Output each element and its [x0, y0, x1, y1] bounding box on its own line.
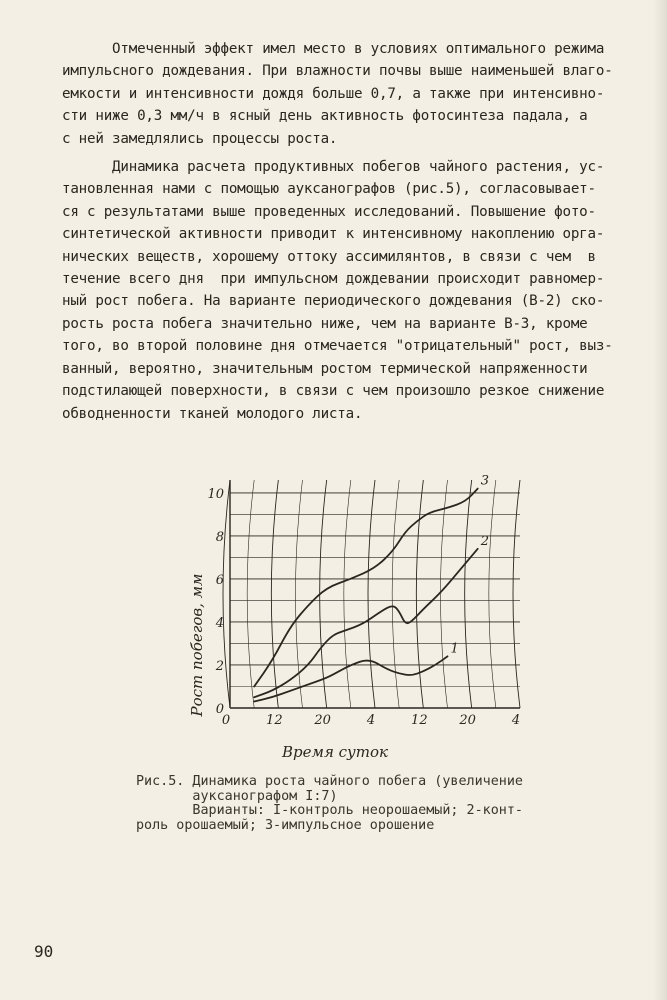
- text-line: емкости и интенсивности дождя больше 0,7, а также при интенсивно-: [62, 85, 605, 102]
- x-tick-label: 12: [411, 713, 428, 728]
- y-tick-label: 6: [215, 572, 224, 588]
- series-label-3: 3: [480, 475, 489, 489]
- caption-line: ауксанографом I:7): [136, 788, 338, 804]
- text-line: ся с результатами выше проведенных исследований. Повышение фото-: [62, 203, 596, 220]
- y-tick-label: 0: [215, 702, 224, 717]
- grid-line-vertical: [223, 480, 230, 708]
- caption-line: роль орошаемый; 3-импульсное орошение: [136, 817, 435, 833]
- text-line: рость роста побега значительно ниже, чем на варианте В-3, кроме: [62, 315, 588, 332]
- chart-series: [254, 489, 478, 702]
- text-line: с ней замедлялись процессы роста.: [62, 130, 338, 147]
- text-line: нических веществ, хорошему оттоку ассимилянтов, в связи с чем в: [62, 248, 596, 265]
- text-line: подстилающей поверхности, в связи с чем произошло резкое снижение: [62, 383, 605, 400]
- chart-grid: [223, 480, 520, 708]
- chart-canvas: [180, 475, 540, 765]
- text-line: синтетической активности приводит к интенсивному накоплению орга-: [62, 226, 605, 243]
- text-line: импульсного дождевания. При влажности почвы выше наименьшей влаго-: [62, 63, 613, 80]
- text-line: ный рост побега. На варианте периодического дождевания (В-2) ско-: [62, 293, 605, 310]
- text-line: того, во второй половине дня отмечается "отрицательный" рост, выз-: [62, 338, 613, 355]
- page-number: 90: [34, 942, 54, 961]
- text-line: течение всего дня при импульсном дождевании происходит равномер-: [62, 271, 605, 288]
- y-tick-label: 10: [207, 486, 224, 502]
- paragraph-2: [62, 156, 652, 425]
- x-tick-label: 20: [314, 713, 331, 728]
- text-line: тановленная нами с помощью ауксанографов (рис.5), согласовывает-: [62, 181, 596, 198]
- series-label-1: 1: [450, 641, 459, 657]
- figure-caption: [136, 775, 606, 833]
- x-tick-label: 4: [511, 713, 521, 728]
- x-tick-label: 12: [266, 713, 283, 728]
- page-edge-shadow: [653, 0, 667, 1000]
- text-line: Отмеченный эффект имел место в условиях оптимального режима: [62, 41, 605, 57]
- x-tick-label: 20: [459, 713, 476, 728]
- x-tick-label: 0: [221, 713, 231, 728]
- y-tick-label: 8: [215, 529, 224, 545]
- text-line: сти ниже 0,3 мм/ч в ясный день активность фотосинтеза падала, а: [62, 108, 588, 125]
- series-label-2: 2: [480, 533, 489, 549]
- body-text: [62, 38, 652, 431]
- x-tick-label: 4: [366, 713, 376, 728]
- y-tick-label: 4: [215, 615, 224, 631]
- caption-line: Варианты: I-контроль неорошаемый; 2-конт-: [136, 803, 523, 819]
- chart-labels: [188, 475, 520, 761]
- text-line: ванный, вероятно, значительным ростом термической напряженности: [62, 360, 588, 377]
- growth-chart: [180, 475, 540, 765]
- text-line: обводненности тканей молодого листа.: [62, 405, 363, 422]
- paragraph-1: [62, 38, 652, 150]
- text-line: Динамика расчета продуктивных побегов чайного растения, ус-: [62, 159, 605, 176]
- y-axis-label: Рост побегов, мм: [188, 573, 206, 717]
- x-axis-label: Время суток: [282, 743, 388, 761]
- caption-line: Рис.5. Динамика роста чайного побега (увеличение: [136, 774, 523, 789]
- y-tick-label: 2: [215, 658, 224, 674]
